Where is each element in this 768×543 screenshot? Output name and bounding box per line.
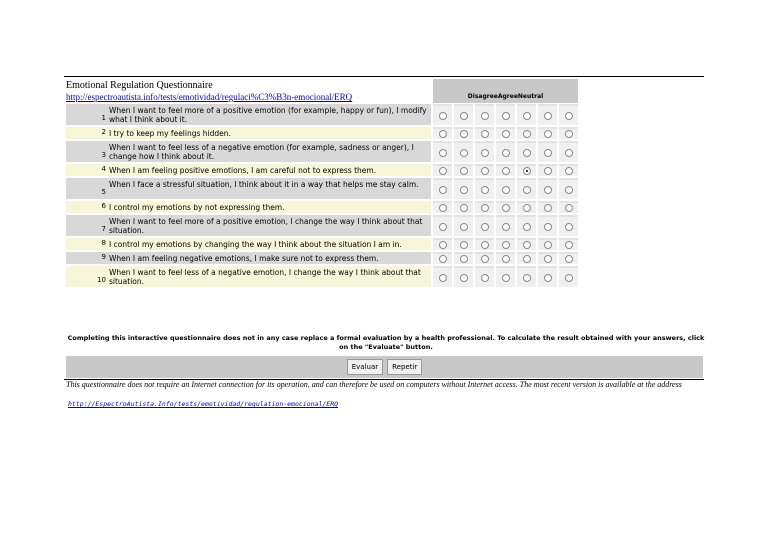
- answer-radio[interactable]: [544, 255, 552, 263]
- question-text: When I face a stressful situation, I think about it in a way that helps me stay calm.: [108, 178, 431, 199]
- answer-radio[interactable]: [439, 186, 447, 194]
- answer-cell: [517, 215, 536, 236]
- question-text: I control my emotions by changing the way I think about the situation I am in.: [108, 238, 431, 250]
- answer-radio[interactable]: [502, 186, 510, 194]
- answer-radio[interactable]: [460, 255, 468, 263]
- evaluate-button[interactable]: Evaluar: [347, 359, 383, 375]
- answer-options: [431, 104, 578, 125]
- answer-radio[interactable]: [565, 255, 573, 263]
- title-block: [66, 80, 431, 102]
- answer-cell: [475, 104, 494, 125]
- question-text: When I want to feel more of a positive emotion (for example, happy or fun), I modify what I think about it.: [108, 104, 431, 125]
- answer-options: [431, 127, 578, 139]
- answer-radio[interactable]: [460, 130, 468, 138]
- answer-radio[interactable]: [439, 112, 447, 120]
- question-row: [66, 238, 578, 250]
- answer-cell: [559, 127, 578, 139]
- answer-cell: [496, 127, 515, 139]
- answer-cell: [496, 141, 515, 162]
- question-number: 7: [66, 215, 108, 236]
- answer-radio[interactable]: [523, 223, 531, 231]
- question-number: 8: [66, 238, 108, 250]
- answer-radio[interactable]: [460, 167, 468, 175]
- answer-radio[interactable]: [565, 130, 573, 138]
- answer-radio[interactable]: [439, 223, 447, 231]
- footer-note: This questionnaire does not require an Internet connection for its operation, and can therefore be used on computers without Internet access. The most recent version is available at the address: [66, 380, 682, 389]
- answer-cell: [496, 201, 515, 213]
- answer-radio[interactable]: [523, 167, 531, 175]
- answer-radio[interactable]: [439, 255, 447, 263]
- question-row: [66, 178, 578, 199]
- answer-radio[interactable]: [523, 130, 531, 138]
- answer-radio[interactable]: [481, 167, 489, 175]
- question-text: When I am feeling negative emotions, I make sure not to express them.: [108, 252, 431, 264]
- question-number: 10: [66, 266, 108, 287]
- action-bar: [66, 356, 703, 378]
- answer-cell: [517, 238, 536, 250]
- question-text: I try to keep my feelings hidden.: [108, 127, 431, 139]
- answer-radio[interactable]: [544, 223, 552, 231]
- answer-options: [431, 266, 578, 287]
- answer-radio[interactable]: [544, 149, 552, 157]
- answer-cell: [517, 178, 536, 199]
- question-row: [66, 164, 578, 176]
- answer-cell: [475, 252, 494, 264]
- answer-cell: [559, 201, 578, 213]
- answer-cell: [433, 127, 452, 139]
- question-row: [66, 252, 578, 264]
- answer-cell: [559, 252, 578, 264]
- question-row: [66, 201, 578, 213]
- answer-cell: [538, 215, 557, 236]
- question-row: [66, 215, 578, 236]
- answer-radio[interactable]: [544, 112, 552, 120]
- answer-cell: [496, 104, 515, 125]
- source-link[interactable]: http://espectroautista.info/tests/emotividad/regulaci%C3%B3n-emocional/ERQ: [66, 92, 353, 102]
- answer-cell: [496, 178, 515, 199]
- question-row: [66, 127, 578, 139]
- answer-cell: [433, 141, 452, 162]
- answer-radio[interactable]: [481, 241, 489, 249]
- answer-options: [431, 141, 578, 162]
- answer-options: [431, 201, 578, 213]
- answer-cell: [454, 266, 473, 287]
- answer-cell: [475, 266, 494, 287]
- questionnaire-title: Emotional Regulation Questionnaire: [66, 80, 213, 91]
- disclaimer-text: Completing this interactive questionnaire does not in any case replace a formal evaluation by a health professional. To calculate the result obtained with your answers, click on the "Evaluate" button.: [67, 334, 705, 351]
- question-number: 2: [66, 127, 108, 139]
- answer-cell: [454, 252, 473, 264]
- answer-radio[interactable]: [544, 274, 552, 282]
- answer-radio[interactable]: [502, 149, 510, 157]
- answer-cell: [454, 238, 473, 250]
- answer-radio[interactable]: [502, 204, 510, 212]
- answer-cell: [559, 266, 578, 287]
- answer-options: [431, 164, 578, 176]
- answer-cell: [496, 164, 515, 176]
- answer-radio[interactable]: [481, 186, 489, 194]
- answer-options: [431, 215, 578, 236]
- question-text: When I want to feel less of a negative emotion (for example, sadness or anger), I change how I think about it.: [108, 141, 431, 162]
- answer-radio[interactable]: [502, 112, 510, 120]
- question-text: When I am feeling positive emotions, I am careful not to express them.: [108, 164, 431, 176]
- question-number: 6: [66, 201, 108, 213]
- answer-options: [431, 238, 578, 250]
- answer-radio[interactable]: [481, 149, 489, 157]
- answer-cell: [559, 104, 578, 125]
- answer-radio[interactable]: [481, 223, 489, 231]
- answer-cell: [433, 164, 452, 176]
- answer-radio[interactable]: [460, 274, 468, 282]
- answer-cell: [475, 178, 494, 199]
- answer-radio[interactable]: [460, 241, 468, 249]
- answer-radio[interactable]: [544, 186, 552, 194]
- answer-cell: [475, 127, 494, 139]
- answer-radio[interactable]: [439, 241, 447, 249]
- answer-radio[interactable]: [565, 167, 573, 175]
- answer-radio[interactable]: [481, 112, 489, 120]
- answer-cell: [538, 201, 557, 213]
- answer-cell: [454, 141, 473, 162]
- answer-cell: [475, 164, 494, 176]
- answer-cell: [475, 141, 494, 162]
- answer-radio[interactable]: [502, 274, 510, 282]
- question-number: 4: [66, 164, 108, 176]
- answer-radio[interactable]: [523, 255, 531, 263]
- answer-cell: [433, 104, 452, 125]
- answer-cell: [475, 215, 494, 236]
- answer-cell: [559, 238, 578, 250]
- question-number: 1: [66, 104, 108, 125]
- answer-cell: [454, 201, 473, 213]
- answer-cell: [517, 201, 536, 213]
- question-number: 3: [66, 141, 108, 162]
- answer-radio[interactable]: [481, 130, 489, 138]
- answer-cell: [433, 201, 452, 213]
- answer-radio[interactable]: [481, 255, 489, 263]
- answer-cell: [496, 238, 515, 250]
- answer-radio[interactable]: [439, 274, 447, 282]
- answer-cell: [496, 266, 515, 287]
- answer-radio[interactable]: [544, 204, 552, 212]
- answer-cell: [517, 266, 536, 287]
- answer-cell: [433, 252, 452, 264]
- footer-link[interactable]: http://EspectroAutista.Info/tests/emotividad/regulation-emocional/ERQ: [68, 400, 339, 408]
- answer-cell: [559, 141, 578, 162]
- answer-radio[interactable]: [439, 204, 447, 212]
- answer-cell: [538, 178, 557, 199]
- answer-radio[interactable]: [565, 241, 573, 249]
- scale-header: DisagreeAgreeNeutral: [433, 79, 578, 103]
- question-text: When I want to feel less of a negative emotion, I change the way I think about that situation.: [108, 266, 431, 287]
- answer-radio[interactable]: [460, 149, 468, 157]
- answer-radio[interactable]: [565, 112, 573, 120]
- answer-radio[interactable]: [502, 241, 510, 249]
- answer-radio[interactable]: [481, 274, 489, 282]
- question-list: [66, 104, 578, 289]
- answer-radio[interactable]: [523, 274, 531, 282]
- answer-radio[interactable]: [523, 241, 531, 249]
- answer-cell: [475, 201, 494, 213]
- answer-radio[interactable]: [523, 204, 531, 212]
- answer-radio[interactable]: [565, 149, 573, 157]
- question-number: 5: [66, 178, 108, 199]
- answer-cell: [433, 178, 452, 199]
- answer-radio[interactable]: [502, 223, 510, 231]
- answer-cell: [454, 104, 473, 125]
- answer-cell: [433, 238, 452, 250]
- answer-radio[interactable]: [460, 204, 468, 212]
- answer-cell: [454, 178, 473, 199]
- answer-cell: [433, 266, 452, 287]
- answer-cell: [559, 178, 578, 199]
- answer-radio[interactable]: [523, 112, 531, 120]
- answer-radio[interactable]: [460, 112, 468, 120]
- answer-cell: [538, 127, 557, 139]
- answer-cell: [454, 215, 473, 236]
- answer-radio[interactable]: [439, 130, 447, 138]
- answer-cell: [559, 164, 578, 176]
- answer-radio[interactable]: [544, 167, 552, 175]
- answer-cell: [538, 164, 557, 176]
- answer-cell: [433, 215, 452, 236]
- answer-radio[interactable]: [523, 186, 531, 194]
- answer-radio[interactable]: [502, 167, 510, 175]
- repeat-button[interactable]: Repetir: [387, 359, 422, 375]
- answer-cell: [538, 238, 557, 250]
- answer-options: [431, 178, 578, 199]
- answer-cell: [454, 127, 473, 139]
- answer-cell: [496, 252, 515, 264]
- question-number: 9: [66, 252, 108, 264]
- question-row: [66, 141, 578, 162]
- answer-radio[interactable]: [565, 223, 573, 231]
- answer-radio[interactable]: [565, 186, 573, 194]
- answer-radio[interactable]: [544, 130, 552, 138]
- answer-cell: [517, 164, 536, 176]
- answer-cell: [475, 238, 494, 250]
- answer-cell: [454, 164, 473, 176]
- answer-cell: [517, 141, 536, 162]
- answer-radio[interactable]: [523, 149, 531, 157]
- answer-options: [431, 252, 578, 264]
- top-rule: [64, 76, 704, 77]
- answer-radio[interactable]: [544, 241, 552, 249]
- answer-cell: [517, 127, 536, 139]
- answer-cell: [517, 104, 536, 125]
- question-row: [66, 104, 578, 125]
- answer-radio[interactable]: [439, 149, 447, 157]
- answer-radio[interactable]: [439, 167, 447, 175]
- answer-radio[interactable]: [565, 204, 573, 212]
- question-row: [66, 266, 578, 287]
- answer-radio[interactable]: [502, 130, 510, 138]
- answer-cell: [538, 252, 557, 264]
- answer-cell: [538, 141, 557, 162]
- question-text: I control my emotions by not expressing them.: [108, 201, 431, 213]
- answer-cell: [538, 104, 557, 125]
- answer-radio[interactable]: [565, 274, 573, 282]
- answer-radio[interactable]: [460, 223, 468, 231]
- answer-cell: [559, 215, 578, 236]
- question-text: When I want to feel more of a positive emotion, I change the way I think about that situation.: [108, 215, 431, 236]
- answer-radio[interactable]: [460, 186, 468, 194]
- answer-radio[interactable]: [502, 255, 510, 263]
- answer-radio[interactable]: [481, 204, 489, 212]
- answer-cell: [538, 266, 557, 287]
- answer-cell: [517, 252, 536, 264]
- answer-cell: [496, 215, 515, 236]
